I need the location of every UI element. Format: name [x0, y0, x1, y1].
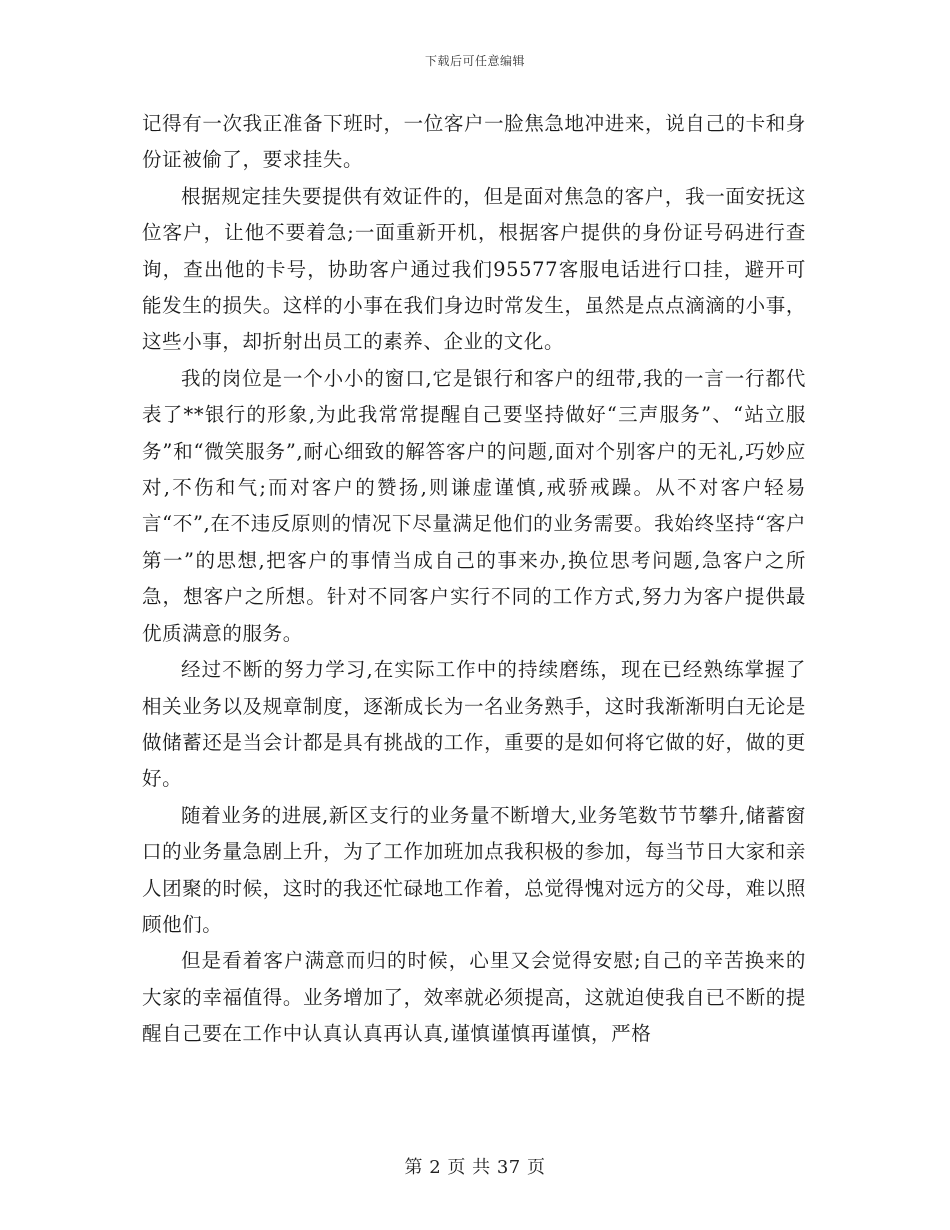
page-header: 下载后可任意编辑 — [424, 54, 525, 68]
paragraph-2: 根据规定挂失要提供有效证件的，但是面对焦急的客户，我一面安抚这位客户，让他不要着急;一面重新开机，根据客户提供的身份证号码进行查询，查出他的卡号，协助客户通过我们95577客服电话进行口挂，避开可能发生的损失。这样的小事在我们身边时常发生，虽然是点点滴滴的小事，这些小事，却折射出员工的素养、企业的文化。 — [142, 184, 806, 354]
paragraph-4: 经过不断的努力学习,在实际工作中的持续磨练，现在已经熟练掌握了相关业务以及规章制度，逐渐成长为一名业务熟手，这时我渐渐明白无论是做储蓄还是当会计都是具有挑战的工作，重要的是如何将它做的好，做的更好。 — [142, 658, 806, 791]
paragraph-6: 但是看着客户满意而归的时候，心里又会觉得安慰;自己的辛苦换来的大家的幸福值得。业务增加了，效率就必须提高，这就迫使我自已不断的提醒自己要在工作中认真认真再认真,谨慎谨慎再谨慎，严格 — [142, 949, 806, 1046]
paragraph-3: 我的岗位是一个小小的窗口,它是银行和客户的纽带,我的一言一行都代表了**银行的形象,为此我常常提醒自己要坚持做好“三声服务”、“站立服务”和“微笑服务”,耐心细致的解答客户的问题,面对个别客户的无礼,巧妙应对,不伤和气;而对客户的赞扬,则谦虚谨慎,戒骄戒躁。从不对客户轻易言“不”,在不违反原则的情况下尽量满足他们的业务需要。我始终坚持“客户第一”的思想,把客户的事情当成自己的事来办,换位思考问题,急客户之所急，想客户之所想。针对不同客户实行不同的工作方式,努力为客户提供最优质满意的服务。 — [142, 366, 806, 645]
paragraph-5: 随着业务的进展,新区支行的业务量不断增大,业务笔数节节攀升,储蓄窗口的业务量急剧上升，为了工作加班加点我积极的参加，每当节日大家和亲人团聚的时候，这时的我还忙碌地工作着，总觉得愧对远方的父母，难以照顾他们。 — [142, 803, 806, 936]
page-number-footer: 第 2 页 共 37 页 — [404, 1157, 546, 1178]
paragraph-1: 记得有一次我正准备下班时，一位客户一脸焦急地冲进来，说自己的卡和身份证被偷了，要求挂失。 — [142, 112, 806, 172]
document-body — [142, 106, 806, 1053]
